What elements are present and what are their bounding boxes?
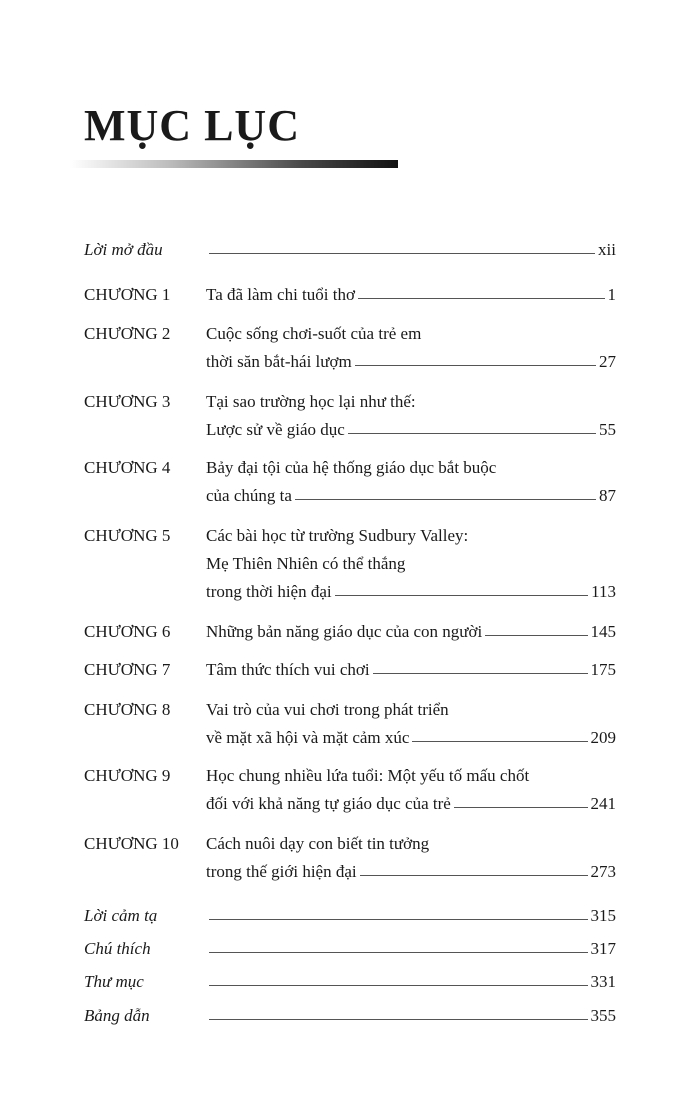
dotted-leader <box>209 1004 588 1020</box>
toc-entry-label: CHƯƠNG 4 <box>84 458 171 477</box>
toc-entry-title-line: Ta đã làm chi tuổi thơ <box>206 285 355 304</box>
dotted-leader <box>355 350 596 366</box>
dotted-leader <box>295 484 596 500</box>
toc-page-number: 1 <box>607 285 616 304</box>
toc-entry-label: Bảng dẫn <box>84 1006 150 1025</box>
toc-entry-leader-row <box>206 283 616 307</box>
toc-entry-title-line: trong thế giới hiện đại <box>206 862 357 881</box>
toc-entry-leader-row <box>206 937 616 961</box>
toc-entry-label: CHƯƠNG 5 <box>84 526 171 545</box>
toc-page-number: 273 <box>590 862 616 881</box>
dotted-leader <box>412 726 587 742</box>
toc-entry-label: CHƯƠNG 8 <box>84 700 171 719</box>
dotted-leader <box>454 792 588 808</box>
toc-entry-title-line: Cuộc sống chơi-suốt của trẻ em <box>206 324 422 343</box>
toc-entry-label: CHƯƠNG 2 <box>84 324 171 343</box>
toc-entry-title-line: của chúng ta <box>206 486 292 505</box>
dotted-leader <box>485 620 587 636</box>
toc-entry-label: Chú thích <box>84 939 151 958</box>
toc-entry-label: CHƯƠNG 6 <box>84 622 171 641</box>
toc-entry-leader-row <box>206 580 616 604</box>
toc-entry-leader-row <box>206 970 616 994</box>
toc-entry-title-line: Các bài học từ trường Sudbury Valley: <box>206 526 469 545</box>
toc-entry-title-line: Những bản năng giáo dục của con người <box>206 622 483 641</box>
toc-page-number: 241 <box>590 794 616 813</box>
toc-entry-leader-row <box>206 350 616 374</box>
toc-entry-title-line: Tâm thức thích vui chơi <box>206 660 370 679</box>
toc-entry-label: CHƯƠNG 3 <box>84 392 171 411</box>
toc-entry-title-line: thời săn bắt-hái lượm <box>206 352 352 371</box>
toc-entry-leader-row <box>206 904 616 928</box>
toc-entry-label: CHƯƠNG 1 <box>84 285 171 304</box>
toc-entry-title-line: Bảy đại tội của hệ thống giáo dục bắt buộc <box>206 458 497 477</box>
toc-entry-title-line: Học chung nhiều lứa tuổi: Một yếu tố mấu chốt <box>206 766 530 785</box>
dotted-leader <box>209 904 588 920</box>
toc-entry-leader-row <box>206 238 616 262</box>
toc-entry-leader-row <box>206 726 616 750</box>
toc-page-number: 55 <box>599 420 616 439</box>
dotted-leader <box>335 580 589 596</box>
dotted-leader <box>209 970 588 986</box>
dotted-leader <box>373 658 588 674</box>
dotted-leader <box>209 238 595 254</box>
toc-entry-label: Thư mục <box>84 972 144 991</box>
toc-page-number: 175 <box>590 660 616 679</box>
toc-entry-leader-row <box>206 860 616 884</box>
toc-entry-title-line: trong thời hiện đại <box>206 582 332 601</box>
toc-entry-title-line: đối với khả năng tự giáo dục của trẻ <box>206 794 451 813</box>
toc-entry-label: CHƯƠNG 9 <box>84 766 171 785</box>
page-title: MỤC LỤC <box>84 101 300 150</box>
toc-page-number: xii <box>598 240 616 259</box>
toc-entry-title-line: Vai trò của vui chơi trong phát triển <box>206 700 449 719</box>
toc-entry-leader-row <box>206 792 616 816</box>
toc-page-number: 315 <box>590 906 616 925</box>
toc-entry-label: CHƯƠNG 7 <box>84 660 171 679</box>
toc-entry-title-line: Mẹ Thiên Nhiên có thể thắng <box>206 554 406 573</box>
toc-page-number: 145 <box>590 622 616 641</box>
toc-page-number: 355 <box>590 1006 616 1025</box>
toc-entry-title-line: Lược sử về giáo dục <box>206 420 345 439</box>
toc-entry-label: CHƯƠNG 10 <box>84 834 179 853</box>
toc-page-number: 317 <box>590 939 616 958</box>
toc-page-number: 87 <box>599 486 616 505</box>
dotted-leader <box>358 283 605 299</box>
toc-entry-title-line: về mặt xã hội và mặt cảm xúc <box>206 728 410 747</box>
toc-entry-leader-row <box>206 1004 616 1028</box>
toc-entry-label: Lời mở đầu <box>84 240 163 259</box>
toc-entry-leader-row <box>206 620 616 644</box>
toc-entry-title-line: Tại sao trường học lại như thế: <box>206 392 416 411</box>
toc-page-number: 27 <box>599 352 616 371</box>
dotted-leader <box>209 937 588 953</box>
toc-entry-label: Lời cảm tạ <box>84 906 158 925</box>
toc-entry-title-line: Cách nuôi dạy con biết tin tưởng <box>206 834 430 853</box>
toc-page-number: 113 <box>591 582 616 601</box>
toc-page-number: 331 <box>590 972 616 991</box>
toc-entry-leader-row <box>206 658 616 682</box>
dotted-leader <box>348 418 596 434</box>
toc-entry-leader-row <box>206 418 616 442</box>
toc-entry-leader-row <box>206 484 616 508</box>
dotted-leader <box>360 860 588 876</box>
toc-page-number: 209 <box>590 728 616 747</box>
